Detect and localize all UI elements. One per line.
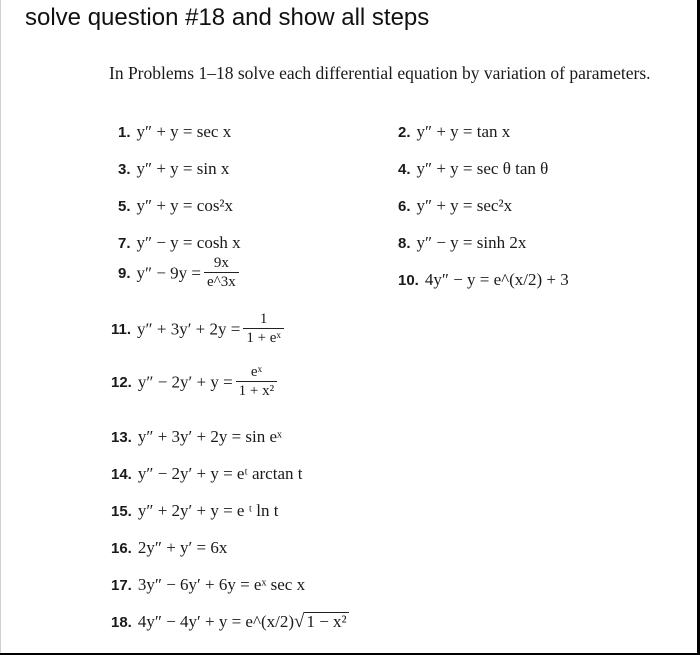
numerator: 1 (259, 311, 268, 327)
problem-9 (118, 257, 242, 292)
problem-equation: y″ − y = sinh 2x (416, 233, 527, 252)
problem-1 (118, 122, 231, 143)
problem-number: 7. (118, 235, 131, 252)
problem-18 (111, 612, 349, 633)
problem-3 (118, 159, 229, 180)
problem-number: 3. (118, 161, 131, 178)
problem-equation: y″ + y = cos²x (136, 196, 234, 215)
problem-number: 1. (118, 124, 131, 141)
problem-number: 9. (118, 265, 131, 283)
radicand: 1 − x² (306, 612, 347, 631)
problem-lhs: 4y″ − 4y′ + y = e^(x/2) (137, 612, 294, 631)
problem-8 (398, 233, 526, 254)
problem-lhs: y″ + 3y′ + 2y = (137, 319, 241, 339)
denominator: 1 + eˣ (243, 328, 283, 346)
problem-number: 18. (111, 614, 132, 631)
problem-number: 12. (111, 374, 132, 392)
problem-15 (111, 501, 278, 522)
square-root-icon: √ (294, 611, 305, 632)
problem-equation: y″ − y = cosh x (136, 233, 241, 252)
problem-number: 4. (398, 161, 411, 178)
problem-number: 8. (398, 235, 411, 252)
problem-11 (111, 313, 287, 348)
problem-number: 5. (118, 198, 131, 215)
problem-10 (398, 270, 569, 291)
denominator: e^3x (204, 272, 239, 290)
problem-lhs: y″ − 2y′ + y = (137, 372, 233, 392)
problem-13 (111, 427, 282, 448)
denominator: 1 + x² (236, 381, 277, 399)
problem-4 (398, 159, 548, 180)
problem-number: 10. (398, 272, 419, 289)
problem-number: 16. (111, 540, 132, 557)
problem-5 (118, 196, 233, 217)
problem-equation: 4y″ − y = e^(x/2) + 3 (424, 270, 569, 289)
question-heading: solve question #18 and show all steps (25, 4, 430, 31)
problem-equation: y″ + 3y′ + 2y = sin eˣ (137, 427, 282, 446)
problem-14 (111, 464, 302, 485)
problem-equation: y″ − 2y′ + y = eᵗ arctan t (137, 464, 303, 483)
problem-16 (111, 538, 227, 559)
problem-lhs: y″ − 9y = (136, 263, 202, 283)
problem-number: 17. (111, 577, 132, 594)
problem-number: 15. (111, 503, 132, 520)
fraction (204, 255, 239, 290)
problem-12 (111, 366, 280, 401)
problem-number: 14. (111, 466, 132, 483)
fraction (236, 364, 277, 399)
problem-2 (398, 122, 510, 143)
problem-equation: 3y″ − 6y′ + 6y = eˣ sec x (137, 575, 306, 594)
problem-7 (118, 233, 241, 254)
problem-equation: y″ + y = sec θ tan θ (416, 159, 549, 178)
problem-equation: y″ + y = sec x (136, 122, 232, 141)
left-border (0, 0, 1, 655)
problem-equation: y″ + 2y′ + y = e ᵗ ln t (137, 501, 279, 520)
problem-17 (111, 575, 305, 596)
numerator: eˣ (250, 364, 262, 380)
fraction (243, 311, 283, 346)
problem-equation: 2y″ + y′ = 6x (137, 538, 228, 557)
problem-equation: y″ + y = sin x (136, 159, 230, 178)
numerator: 9x (213, 255, 229, 271)
problem-number: 6. (398, 198, 411, 215)
intro-text: In Problems 1–18 solve each differential equation by variation of parameters. (109, 63, 651, 83)
problem-number: 13. (111, 429, 132, 446)
problem-equation: y″ + y = tan x (416, 122, 511, 141)
problem-equation: y″ + y = sec²x (416, 196, 513, 215)
problem-number: 2. (398, 124, 411, 141)
problem-6 (398, 196, 512, 217)
problem-number: 11. (111, 321, 132, 339)
